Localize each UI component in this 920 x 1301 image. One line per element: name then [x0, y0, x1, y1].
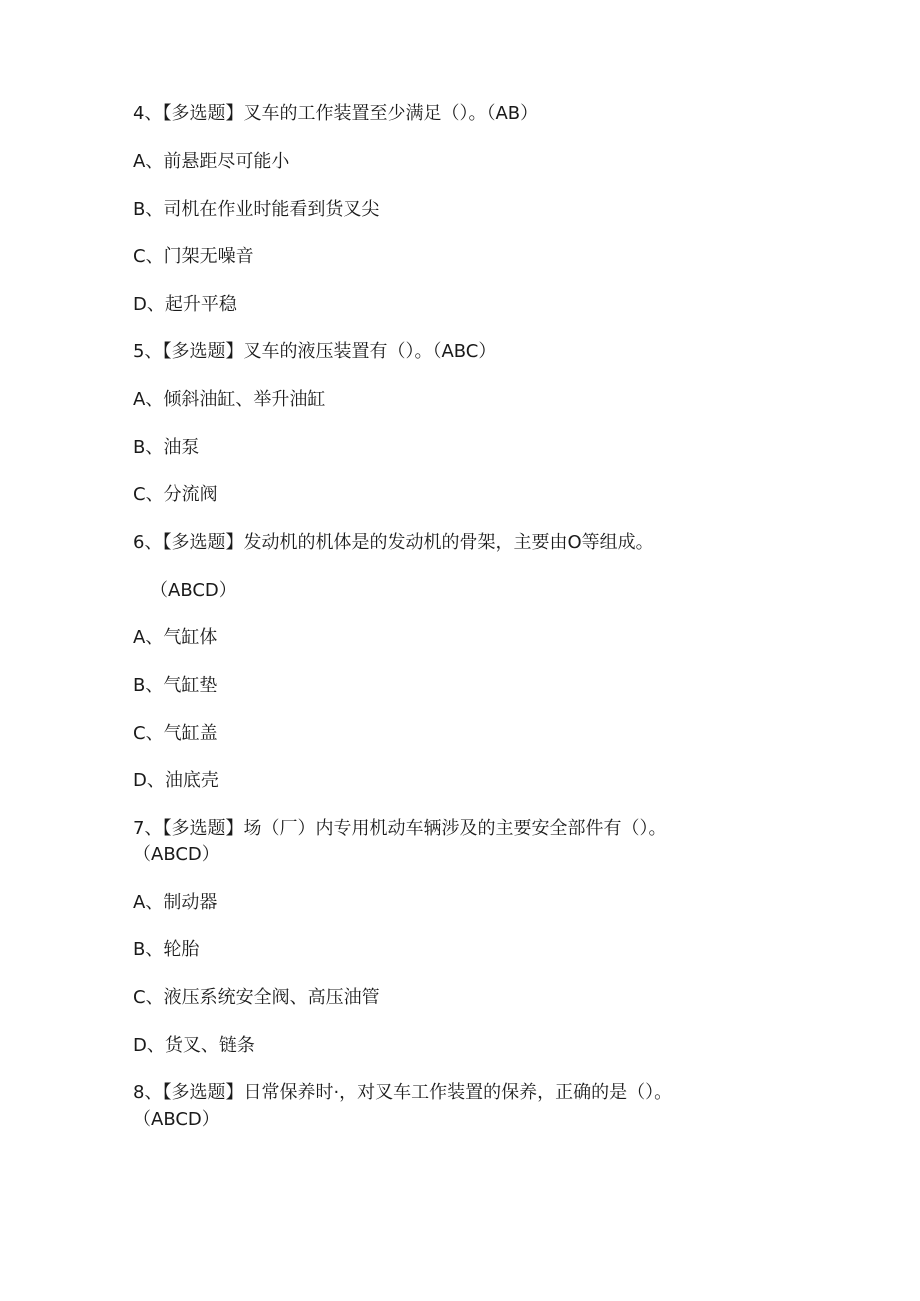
question-7-stem: 7、【多选题】场（厂）内专用机动车辆涉及的主要安全部件有（）。 — [133, 818, 667, 839]
question-7-answer: （ABCD） — [133, 844, 220, 865]
question-7-option-d: D、货叉、链条 — [133, 1035, 255, 1056]
question-4-option-a: A、前悬距尽可能小 — [133, 151, 290, 172]
question-6-option-a: A、气缸体 — [133, 627, 218, 648]
question-7-option-c: C、液压系统安全阀、高压油管 — [133, 987, 380, 1008]
question-6-option-c: C、气缸盖 — [133, 723, 218, 744]
question-7-option-b: B、轮胎 — [133, 939, 200, 960]
question-5-option-a: A、倾斜油缸、举升油缸 — [133, 389, 326, 410]
question-6-stem: 6、【多选题】发动机的机体是的发动机的骨架，主要由O等组成。 — [133, 532, 654, 553]
question-4-option-b: B、司机在作业时能看到货叉尖 — [133, 199, 380, 220]
question-8-answer: （ABCD） — [133, 1109, 220, 1130]
question-7-option-a: A、制动器 — [133, 892, 218, 913]
question-4-option-d: D、起升平稳 — [133, 294, 237, 315]
question-6-option-b: B、气缸垫 — [133, 675, 218, 696]
question-5-stem: 5、【多选题】叉车的液压装置有（）。（ABC） — [133, 341, 497, 362]
question-5-option-c: C、分流阀 — [133, 484, 218, 505]
question-4-option-c: C、门架无噪音 — [133, 246, 254, 267]
question-6-answer: （ABCD） — [150, 580, 237, 601]
question-5-option-b: B、油泵 — [133, 437, 200, 458]
question-4-stem: 4、【多选题】叉车的工作装置至少满足（）。（AB） — [133, 103, 539, 124]
question-6-option-d: D、油底壳 — [133, 770, 219, 791]
question-8-stem: 8、【多选题】日常保养时·，对叉车工作装置的保养，正确的是（）。 — [133, 1082, 673, 1103]
